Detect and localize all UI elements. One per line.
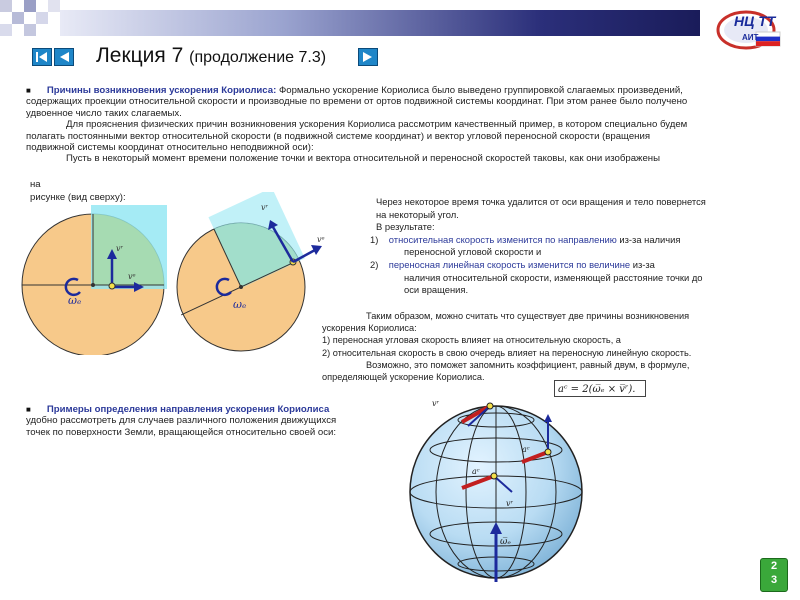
examples-block [26,404,396,438]
page-title [96,44,326,68]
conclusion-block [322,310,782,383]
result-block [370,196,786,297]
first-slide-button[interactable] [32,48,52,66]
intro-line-5: полагать постоянными вектор относительной скорости (в подвижной системе координат) и вектор угловой переносной скорости (вращения [26,130,651,142]
item1-number: 1) [370,233,379,245]
conclusion-l3: 1) переносная угловая скорость влияет на относительную скорость, а [322,335,621,346]
result-p1b: на некоторый угол. [376,208,459,220]
label-omega-globe: ω̅ₑ [500,537,511,547]
label-omega-rotated: ωₑ [233,298,247,311]
header-gradient-band [60,10,700,36]
skip-back-icon [33,49,51,65]
result-p1: Через некоторое время точка удалится от оси вращения и тело повернется [376,196,706,207]
label-ac-right: aᶜ [522,445,530,454]
intro-heading: Причины возникновения ускорения Кориолиса: [46,85,277,96]
globe-figure [402,392,592,592]
label-vr-rotated: vʳ [261,203,269,212]
item1-highlight: относительная скорость изменится по направлению [388,233,617,245]
item1-line2: переносной угловой скорости и [404,246,542,258]
examples-l2: удобно рассмотреть для случаев различного положения движущихся [26,415,337,427]
logo-subtext: АИТ [742,33,759,42]
label-vr-top: vʳ [432,399,440,408]
logo [712,4,782,52]
disc-figure-initial [18,205,168,355]
item2-number: 2) [370,258,379,270]
label-vr-initial: vʳ [116,244,124,253]
label-ve-rotated: vᵉ [317,235,325,244]
intro-line-6: подвижной системы координат относительно неподвижной оси): [26,142,314,154]
page-number-top: 2 [770,560,778,572]
coriolis-formula: aᶜ = 2(ω̅ₑ × v̅ʳ). [554,380,646,397]
examples-bullet: ■ [26,405,31,414]
label-omega-initial: ωₑ [68,294,82,307]
intro-bullet: ■ [26,86,31,95]
examples-heading: Примеры определения направления ускорения Кориолиса [46,404,330,415]
next-slide-button[interactable] [358,48,378,66]
intro-line-8: на [30,179,41,190]
page-number-badge [760,558,788,592]
conclusion-l6: определяющей ускорение Кориолиса. [322,372,485,383]
item2-highlight: переносная линейная скорость изменится по величине [388,258,631,270]
title-lecture: Лекция 7 [96,44,184,67]
title-continuation: (продолжение 7.3) [189,49,327,66]
arrow-right-icon [359,49,377,65]
item2-line2: наличия относительной скорости, изменяющей расстояние точки до [404,271,703,283]
conclusion-l5: Возможно, это поможет запомнить коэффициент, равный двум, в формуле, [366,359,690,370]
result-label: В результате: [376,221,435,233]
prev-slide-button[interactable] [54,48,74,66]
intro-line-3: удвоенное число таких слагаемых. [26,107,182,119]
intro-line-7: Пусть в некоторый момент времени положение точки и вектора относительной и переносной скоростей таковы, как они изображены [66,153,660,165]
intro-line-2: содержащих проекции относительной скорости и производные по времени от ортов подвижной системы координат. При этом ранее было получено [26,96,688,108]
intro-paragraph [26,85,776,165]
page-number-bottom: 3 [770,574,778,586]
conclusion-l2: ускорения Кориолиса: [322,323,417,334]
item2-line3: оси вращения. [404,284,469,296]
label-ve-initial: vᵉ [128,272,136,281]
intro-text-1: Формально ускорение Кориолиса было выведено группировкой слагаемых произведений, [276,85,683,96]
point-initial [109,283,115,289]
label-ac-middle: aᶜ [472,467,480,476]
logo-text: НЦ ТТ [734,13,776,29]
checker-decoration [0,0,60,48]
label-vr-middle: vʳ [506,499,514,508]
examples-l3: точек по поверхности Земли, вращающейся относительно своей оси: [26,426,337,438]
conclusion-l4: 2) относительная скорость в свою очередь влияет на переносную линейную скорость. [322,347,692,358]
intro-line-9: рисунке (вид сверху): [30,192,126,203]
intro-line-4: Для прояснения физических причин возникновения ускорения Кориолиса рассмотрим качественный пример, в котором специально будем [66,119,688,131]
arrow-left-icon [55,49,73,65]
item1-rest: из-за наличия [616,233,681,245]
item2-rest: из-за [630,258,655,270]
conclusion-l1: Таким образом, можно считать что существует две причины возникновения [366,311,690,321]
